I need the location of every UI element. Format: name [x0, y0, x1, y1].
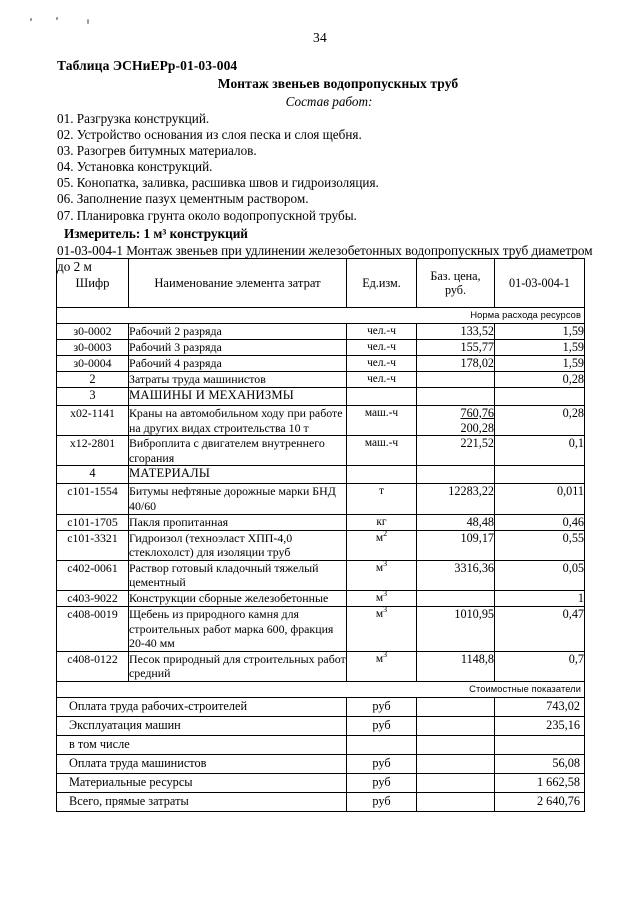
row-norm: 0,1: [495, 436, 585, 466]
banner-label: Стоимостные показатели: [57, 681, 585, 697]
unit-exponent: 2: [383, 528, 388, 538]
total-value: 743,02: [495, 697, 585, 716]
row-price-secondary: 200,28: [460, 420, 494, 435]
row-norm: 0,011: [495, 484, 585, 514]
row-name: Песок природный для строительных работ средний: [129, 651, 346, 681]
row-name: Битумы нефтяные дорожные марки БНД 40/60: [129, 484, 347, 514]
total-price-blank: [417, 754, 495, 773]
unit-base: м: [375, 607, 384, 620]
total-row: [57, 697, 585, 716]
work-item: 07. Планировка грунта около водопропускной трубы.: [57, 207, 357, 223]
row-norm: 1,59: [495, 356, 585, 372]
total-label: Оплата труда машинистов: [57, 754, 347, 773]
total-row: [57, 735, 585, 754]
resource-rate-table: [56, 258, 585, 812]
row-price: 178,02: [417, 356, 495, 372]
section-number: 3: [57, 388, 129, 406]
table-row: [57, 530, 585, 560]
table-section-row: [57, 388, 585, 406]
row-norm: 0,28: [495, 372, 585, 388]
row-unit: т: [347, 484, 417, 514]
total-price-blank: [417, 792, 495, 811]
total-value: 235,16: [495, 716, 585, 735]
row-norm: [495, 388, 585, 406]
norm-description: 01-03-004-1 Монтаж звеньев при удлинении железобетонных водопропускных труб диаметром до 2 м: [57, 243, 593, 274]
table-section-row: [57, 466, 585, 484]
table-row: [57, 651, 585, 681]
row-unit: чел.-ч: [347, 324, 417, 340]
banner-label: Норма расхода ресурсов: [57, 308, 585, 324]
work-item: 05. Конопатка, заливка, расшивка швов и гидроизоляция.: [57, 175, 379, 191]
row-price-primary: 760,76: [460, 406, 494, 420]
scan-speck: [30, 18, 32, 21]
row-price: 133,52: [417, 324, 495, 340]
row-unit: [347, 466, 417, 484]
row-unit: [347, 590, 417, 606]
column-header-price-line2: руб.: [444, 283, 467, 297]
table-row: [57, 372, 585, 388]
row-code: с408-0019: [57, 606, 129, 651]
total-price-blank: [417, 716, 495, 735]
row-name: Конструкции сборные железобетонные: [129, 590, 347, 606]
unit-base: м: [375, 591, 384, 604]
table-row: [57, 340, 585, 356]
table-label: Таблица ЭСНиЕРр-01-03-004: [57, 58, 238, 73]
total-price-blank: [417, 735, 495, 754]
row-unit: [347, 606, 417, 651]
row-name: Раствор готовый кладочный тяжелый цементный: [129, 560, 347, 590]
row-norm: 0,46: [495, 514, 585, 530]
row-unit: [347, 560, 417, 590]
row-price: 1148,8: [417, 651, 495, 681]
total-label: Эксплуатация машин: [57, 716, 347, 735]
column-header-name: Наименование элемента затрат: [129, 259, 347, 308]
table-row: [57, 356, 585, 372]
page-title: Монтаж звеньев водопропускных труб: [217, 76, 459, 91]
row-name: Щебень из природного камня для строительных работ марка 600, фракция 20-40 мм: [129, 606, 347, 651]
row-code: с402-0061: [57, 560, 129, 590]
row-norm: 0,05: [495, 560, 585, 590]
izmeritel-label: Измеритель: 1 м³ конструкций: [64, 225, 248, 241]
row-price: [417, 388, 495, 406]
section-title: МАТЕРИАЛЫ: [129, 466, 347, 484]
row-price: 109,17: [417, 530, 495, 560]
row-price: [417, 466, 495, 484]
total-row: [57, 754, 585, 773]
banner-cost-indicators: [57, 681, 585, 697]
row-norm: 1,59: [495, 324, 585, 340]
row-name: Рабочий 4 разряда: [129, 356, 347, 372]
banner-resource-norm: [57, 308, 585, 324]
page-number: 34: [312, 30, 328, 45]
row-name: Рабочий 2 разряда: [129, 324, 347, 340]
row-code: с101-1554: [57, 484, 129, 514]
row-unit: чел.-ч: [347, 340, 417, 356]
scan-speck: [56, 17, 59, 21]
total-value: 56,08: [495, 754, 585, 773]
sostav-rabot-label: Состав работ:: [285, 94, 373, 109]
column-header-price-line1: Баз. цена,: [430, 269, 481, 283]
row-norm: 0,28: [495, 406, 585, 436]
row-name: Краны на автомобильном ходу при работе на других видах строительства 10 т: [129, 406, 347, 436]
total-unit: руб: [347, 773, 417, 792]
row-unit: [347, 530, 417, 560]
section-title: МАШИНЫ И МЕХАНИЗМЫ: [129, 388, 347, 406]
row-name: Затраты труда машинистов: [129, 372, 347, 388]
row-price: [417, 372, 495, 388]
table-header-row: [57, 259, 585, 308]
row-norm: 0,55: [495, 530, 585, 560]
table-row: [57, 324, 585, 340]
total-price-blank: [417, 773, 495, 792]
total-value: [495, 735, 585, 754]
table-row: [57, 406, 585, 436]
total-unit: [347, 735, 417, 754]
row-code: с408-0122: [57, 651, 129, 681]
total-label: Материальные ресурсы: [57, 773, 347, 792]
work-item: 04. Установка конструкций.: [57, 159, 213, 175]
work-item: 03. Разогрев битумных материалов.: [57, 143, 257, 159]
table-row: [57, 514, 585, 530]
row-unit: кг: [347, 514, 417, 530]
work-item: 01. Разгрузка конструкций.: [57, 111, 210, 126]
row-unit: маш.-ч: [347, 406, 417, 436]
row-code: 2: [57, 372, 129, 388]
column-header-code: Шифр: [57, 259, 129, 308]
column-header-unit: Ед.изм.: [347, 259, 417, 308]
row-price: [417, 590, 495, 606]
row-code: с101-1705: [57, 514, 129, 530]
row-price: 12283,22: [417, 484, 495, 514]
table-row: [57, 484, 585, 514]
table-row: [57, 560, 585, 590]
row-code: з0-0003: [57, 340, 129, 356]
total-unit: руб: [347, 754, 417, 773]
section-number: 4: [57, 466, 129, 484]
table-row: [57, 436, 585, 466]
total-row: [57, 792, 585, 811]
total-row: [57, 716, 585, 735]
row-name: Пакля пропитанная: [129, 514, 347, 530]
unit-base: м: [375, 561, 384, 574]
total-row: [57, 773, 585, 792]
row-norm: 1: [495, 590, 585, 606]
total-unit: руб: [347, 792, 417, 811]
table-row: [57, 606, 585, 651]
unit-exponent: 3: [383, 589, 388, 599]
row-unit: [347, 388, 417, 406]
row-name: Виброплита с двигателем внутреннего сгорания: [129, 436, 347, 466]
row-code: з0-0004: [57, 356, 129, 372]
row-name: Гидроизол (техноэласт ХПП-4,0 стеклохолст) для изоляции труб: [129, 530, 347, 560]
total-unit: руб: [347, 716, 417, 735]
total-label: Всего, прямые затраты: [57, 792, 347, 811]
column-header-norm: 01-03-004-1: [495, 259, 585, 308]
row-price: 48,48: [417, 514, 495, 530]
unit-base: м: [375, 531, 384, 544]
row-unit: маш.-ч: [347, 436, 417, 466]
work-item: 06. Заполнение пазух цементным раствором.: [57, 191, 309, 207]
total-label: Оплата труда рабочих-строителей: [57, 697, 347, 716]
row-price: 221,52: [417, 436, 495, 466]
document-header: [57, 58, 585, 110]
row-code: з0-0002: [57, 324, 129, 340]
row-norm: 1,59: [495, 340, 585, 356]
row-price: 1010,95: [417, 606, 495, 651]
table-row: [57, 590, 585, 606]
row-unit: чел.-ч: [347, 356, 417, 372]
unit-exponent: 3: [383, 605, 388, 615]
row-code: х12-2801: [57, 436, 129, 466]
row-price: 155,77: [417, 340, 495, 356]
row-norm: 0,7: [495, 651, 585, 681]
row-norm: [495, 466, 585, 484]
row-price: [417, 406, 495, 436]
row-norm: 0,47: [495, 606, 585, 651]
row-unit: чел.-ч: [347, 372, 417, 388]
works-list: [57, 111, 597, 274]
row-code: с101-3321: [57, 530, 129, 560]
total-unit: руб: [347, 697, 417, 716]
unit-exponent: 3: [383, 558, 388, 568]
total-value: 2 640,76: [495, 792, 585, 811]
row-price: 3316,36: [417, 560, 495, 590]
total-price-blank: [417, 697, 495, 716]
scan-speck: [87, 19, 89, 24]
column-header-price: [417, 259, 495, 308]
unit-exponent: 3: [383, 649, 388, 659]
total-label: в том числе: [57, 735, 347, 754]
work-item: 02. Устройство основания из слоя песка и слоя щебня.: [57, 127, 362, 143]
unit-base: м: [375, 652, 384, 665]
total-value: 1 662,58: [495, 773, 585, 792]
row-code: с403-9022: [57, 590, 129, 606]
row-name: Рабочий 3 разряда: [129, 340, 347, 356]
row-code: х02-1141: [57, 406, 129, 436]
row-unit: [347, 651, 417, 681]
